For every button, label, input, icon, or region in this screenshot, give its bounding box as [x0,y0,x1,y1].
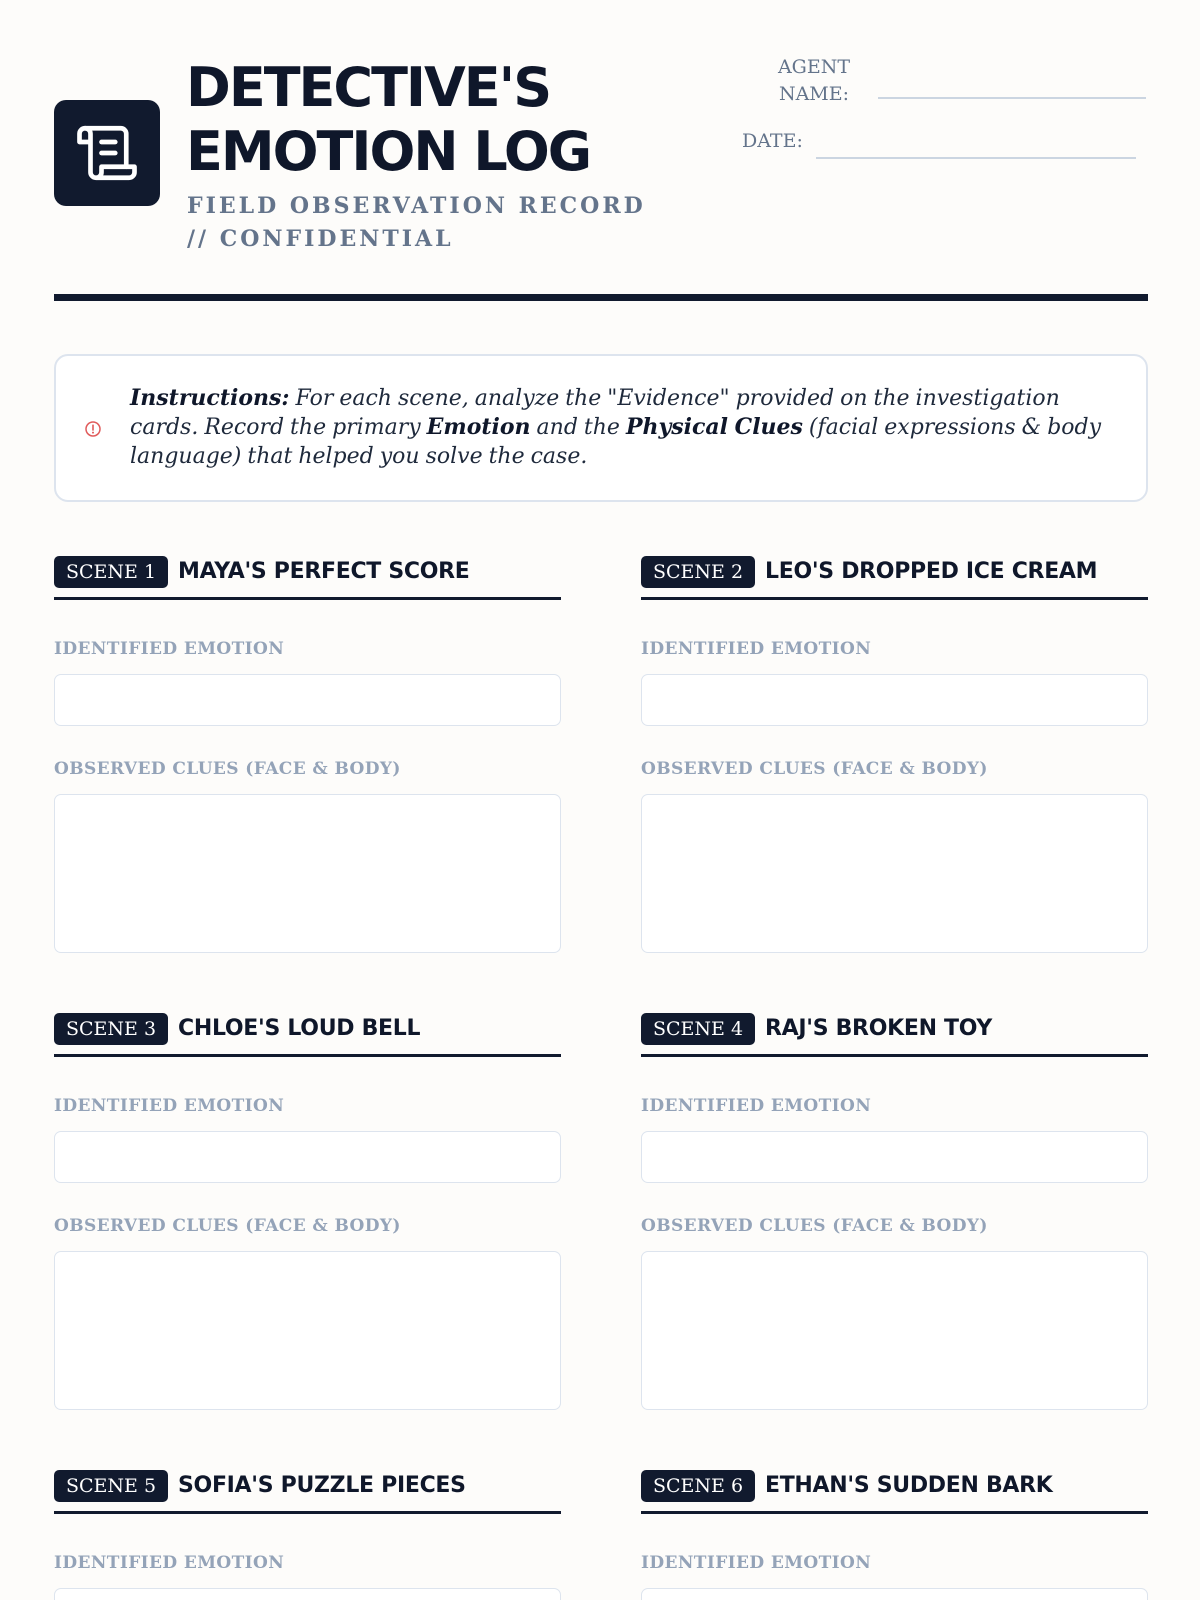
observed-clues-label: OBSERVED CLUES (FACE & BODY) [641,759,988,779]
scene-card-3 [54,1011,561,1236]
instructions-part-1: For each scene, analyze the "Evidence" provided on the investigation cards. Record the primary [130,386,1060,440]
scene-badge: SCENE 3 [54,1013,168,1045]
emotion-keyword: Emotion [426,414,531,440]
logo-badge [54,100,160,206]
identified-emotion-field[interactable] [641,1131,1148,1183]
identified-emotion-field[interactable] [641,674,1148,726]
observed-clues-field[interactable] [641,794,1148,953]
identified-emotion-label: IDENTIFIED EMOTION [54,639,285,659]
observed-clues-label: OBSERVED CLUES (FACE & BODY) [641,1216,988,1236]
identified-emotion-label: IDENTIFIED EMOTION [641,1096,872,1116]
scene-title: MAYA'S PERFECT SCORE [178,559,470,584]
agent-name-label: AGENT NAME: [777,56,851,105]
scene-header [641,1468,1148,1514]
identified-emotion-label: IDENTIFIED EMOTION [641,1553,872,1573]
scene-card-1 [54,554,561,779]
date-label: DATE: [742,130,803,152]
scene-badge: SCENE 6 [641,1470,755,1502]
instructions-box [54,354,1148,502]
scene-card-4 [641,1011,1148,1236]
agent-name-field[interactable] [878,97,1146,99]
observed-clues-field[interactable] [641,1251,1148,1410]
identified-emotion-label: IDENTIFIED EMOTION [54,1096,285,1116]
scroll-icon [74,120,140,186]
scene-card-6 [641,1468,1148,1573]
scene-card-2 [641,554,1148,779]
page-subtitle: FIELD OBSERVATION RECORD // CONFIDENTIAL [187,193,646,252]
header-divider [54,294,1148,301]
observed-clues-field[interactable] [54,794,561,953]
observed-clues-label: OBSERVED CLUES (FACE & BODY) [54,1216,401,1236]
scene-title: ETHAN'S SUDDEN BARK [765,1473,1053,1498]
scene-title: SOFIA'S PUZZLE PIECES [178,1473,466,1498]
page-title [186,56,590,184]
instructions-part-2: and the [530,415,626,440]
identified-emotion-field[interactable] [641,1588,1148,1600]
identified-emotion-field[interactable] [54,1588,561,1600]
identified-emotion-label: IDENTIFIED EMOTION [641,639,872,659]
identified-emotion-field[interactable] [54,674,561,726]
instructions-lead: Instructions: [130,385,290,411]
date-field[interactable] [816,157,1136,159]
scene-title: RAJ'S BROKEN TOY [765,1016,993,1041]
scene-header [641,554,1148,600]
info-icon [84,420,102,438]
scene-header [54,554,561,600]
title-line-1: DETECTIVE'S [186,56,551,119]
scene-header [641,1011,1148,1057]
identified-emotion-label: IDENTIFIED EMOTION [54,1553,285,1573]
scene-header [54,1011,561,1057]
observed-clues-field[interactable] [54,1251,561,1410]
instructions-text [130,384,1120,471]
scene-card-5 [54,1468,561,1573]
scene-badge: SCENE 5 [54,1470,168,1502]
scene-badge: SCENE 4 [641,1013,755,1045]
scene-header [54,1468,561,1514]
scene-title: LEO'S DROPPED ICE CREAM [765,559,1098,584]
title-line-2: EMOTION LOG [186,120,591,183]
clues-keyword: Physical Clues [625,414,803,440]
scene-title: CHLOE'S LOUD BELL [178,1016,421,1041]
identified-emotion-field[interactable] [54,1131,561,1183]
scene-badge: SCENE 2 [641,556,755,588]
instructions-part-3: (facial expressions & body language) that helped you solve the case. [130,415,1102,469]
scene-badge: SCENE 1 [54,556,168,588]
observed-clues-label: OBSERVED CLUES (FACE & BODY) [54,759,401,779]
